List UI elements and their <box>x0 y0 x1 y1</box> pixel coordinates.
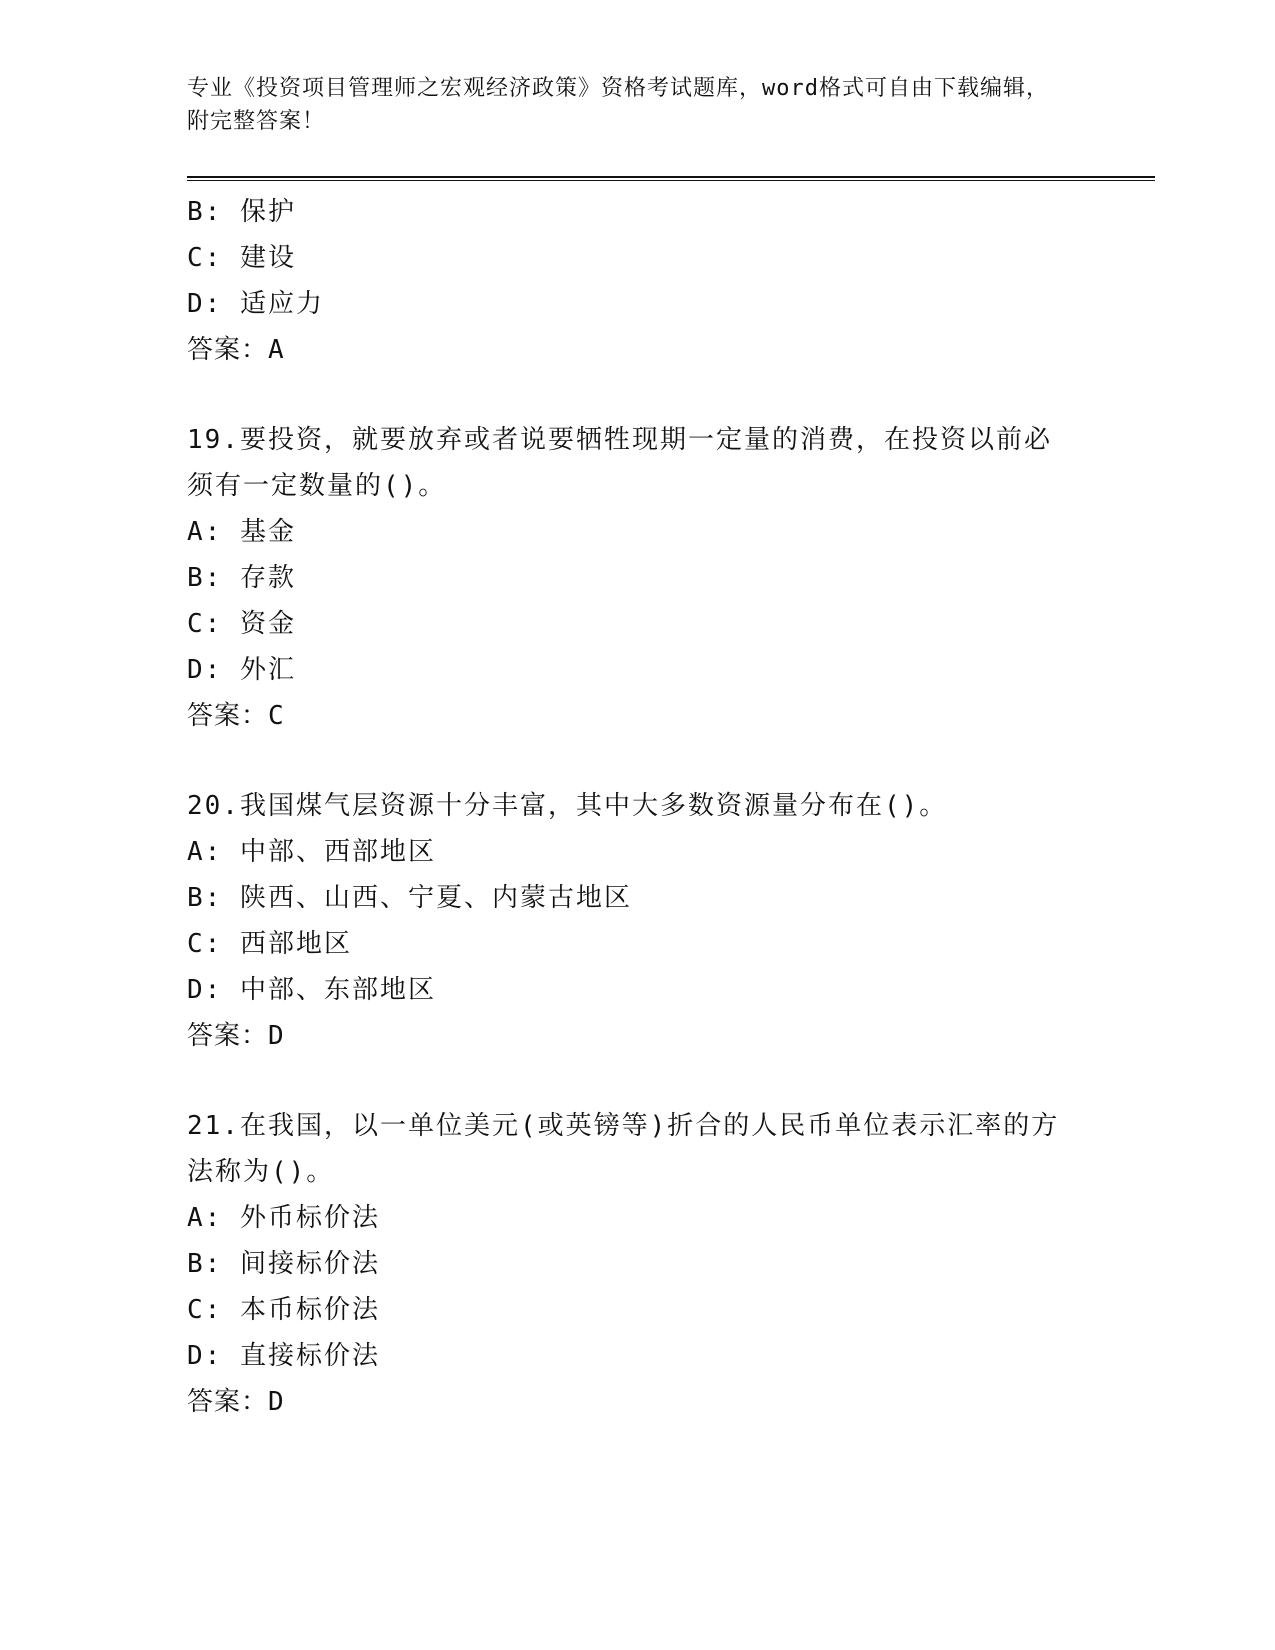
option-d: D: 直接标价法 <box>187 1341 380 1371</box>
question-18-continued <box>187 189 1087 373</box>
option-b: B: 存款 <box>187 563 296 593</box>
question-21 <box>187 1103 1087 1425</box>
document-header: 专业《投资项目管理师之宏观经济政策》资格考试题库，word格式可自由下载编辑，附完整答案！ <box>187 76 1049 134</box>
option-c: C: 本币标价法 <box>187 1295 380 1325</box>
question-20 <box>187 783 1087 1059</box>
answer-line <box>187 1013 1087 1059</box>
option-d: D: 适应力 <box>187 289 324 319</box>
question-content <box>187 189 1087 1425</box>
option-b: B: 陕西、山西、宁夏、内蒙古地区 <box>187 883 632 913</box>
answer-value: A <box>268 335 285 365</box>
option-c: C: 资金 <box>187 609 296 639</box>
question-stem: 19.要投资，就要放弃或者说要牺牲现期一定量的消费，在投资以前必须有一定数量的()。 <box>187 425 1052 501</box>
option-a: A: 中部、西部地区 <box>187 837 436 867</box>
answer-line <box>187 1379 1087 1425</box>
answer-value: D <box>268 1021 285 1051</box>
option-a: A: 外币标价法 <box>187 1203 380 1233</box>
answer-value: D <box>268 1387 285 1417</box>
answer-label: 答案： <box>187 335 269 365</box>
question-stem: 20.我国煤气层资源十分丰富，其中大多数资源量分布在()。 <box>187 791 948 821</box>
answer-label: 答案： <box>187 1387 269 1417</box>
option-d: D: 外汇 <box>187 655 296 685</box>
option-c: C: 建设 <box>187 243 296 273</box>
answer-value: C <box>268 701 285 731</box>
option-b: B: 保护 <box>187 197 296 227</box>
answer-line <box>187 693 1087 739</box>
option-a: A: 基金 <box>187 517 296 547</box>
answer-label: 答案： <box>187 701 269 731</box>
answer-line <box>187 327 1087 373</box>
header-divider <box>187 176 1155 181</box>
question-19 <box>187 417 1087 739</box>
answer-label: 答案： <box>187 1021 269 1051</box>
question-stem: 21.在我国，以一单位美元(或英镑等)折合的人民币单位表示汇率的方法称为()。 <box>187 1111 1060 1187</box>
option-c: C: 西部地区 <box>187 929 352 959</box>
option-b: B: 间接标价法 <box>187 1249 380 1279</box>
option-d: D: 中部、东部地区 <box>187 975 436 1005</box>
